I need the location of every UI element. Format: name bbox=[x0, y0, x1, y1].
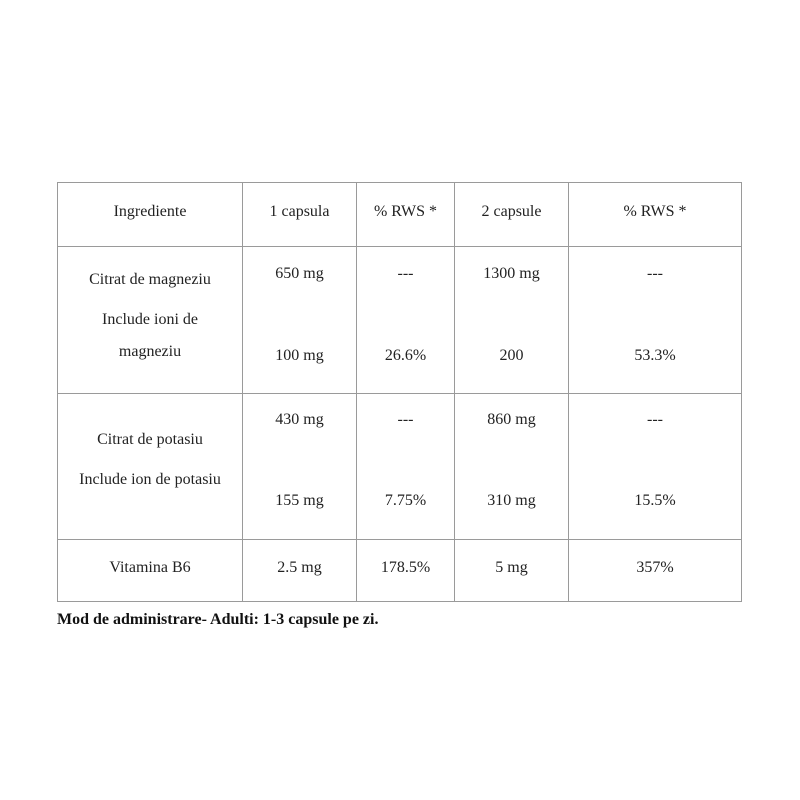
cell-magnesium-caps2 bbox=[455, 247, 569, 394]
header-rws-1: % RWS * bbox=[373, 203, 438, 220]
value-rws2: --- bbox=[647, 411, 663, 428]
cell-magnesium-caps1 bbox=[243, 247, 357, 394]
header-cell-2-capsules bbox=[455, 183, 569, 247]
cell-magnesium-rws1 bbox=[357, 247, 455, 394]
cell-b6-caps1 bbox=[243, 540, 357, 602]
header-2-capsules: 2 capsule bbox=[481, 203, 542, 220]
value-sub-rws1: 26.6% bbox=[384, 347, 427, 364]
ingredient-name: Citrat de potasiu bbox=[97, 431, 203, 448]
value-caps1: 430 mg bbox=[275, 411, 324, 428]
table-row-magnesium bbox=[58, 247, 742, 394]
cell-b6-name bbox=[58, 540, 243, 602]
cell-potassium-rws1 bbox=[357, 394, 455, 540]
value-rws2: 357% bbox=[636, 559, 674, 576]
header-ingredient: Ingrediente bbox=[113, 203, 187, 220]
cell-b6-caps2 bbox=[455, 540, 569, 602]
value-caps2: 5 mg bbox=[495, 559, 528, 576]
header-1-capsule: 1 capsula bbox=[269, 203, 330, 220]
ingredient-subname: Include ion de potasiu bbox=[79, 471, 221, 488]
administration-note: Mod de administrare- Adulti: 1-3 capsule pe zi. bbox=[57, 611, 379, 628]
cell-potassium-caps1 bbox=[243, 394, 357, 540]
value-rws1: 178.5% bbox=[380, 559, 431, 576]
value-rws2: --- bbox=[647, 265, 663, 282]
cell-magnesium-name bbox=[58, 247, 243, 394]
header-cell-rws-1 bbox=[357, 183, 455, 247]
value-rws1: --- bbox=[397, 411, 414, 428]
value-rws1: --- bbox=[397, 265, 414, 282]
value-caps1: 2.5 mg bbox=[277, 559, 322, 576]
table-row-vitamin-b6 bbox=[58, 540, 742, 602]
header-cell-rws-2 bbox=[569, 183, 742, 247]
value-sub-caps2: 310 mg bbox=[487, 492, 536, 509]
header-rws-2: % RWS * bbox=[623, 203, 687, 220]
value-sub-caps1: 155 mg bbox=[275, 492, 324, 509]
table-row-potassium bbox=[58, 394, 742, 540]
value-caps2: 860 mg bbox=[487, 411, 536, 428]
cell-magnesium-rws2 bbox=[569, 247, 742, 394]
header-cell-1-capsule bbox=[243, 183, 357, 247]
cell-b6-rws2 bbox=[569, 540, 742, 602]
value-sub-rws2: 53.3% bbox=[634, 347, 676, 364]
cell-potassium-rws2 bbox=[569, 394, 742, 540]
supplement-facts-table bbox=[57, 182, 742, 602]
cell-b6-rws1 bbox=[357, 540, 455, 602]
cell-potassium-caps2 bbox=[455, 394, 569, 540]
cell-potassium-name bbox=[58, 394, 243, 540]
ingredient-subname: Include ioni de bbox=[102, 311, 198, 328]
value-caps1: 650 mg bbox=[275, 265, 324, 282]
header-cell-ingredient bbox=[58, 183, 243, 247]
ingredient-name: Citrat de magneziu bbox=[89, 271, 211, 288]
table-header-row bbox=[58, 183, 742, 247]
value-caps2: 1300 mg bbox=[483, 265, 540, 282]
ingredient-name: Vitamina B6 bbox=[109, 559, 191, 576]
value-sub-rws1: 7.75% bbox=[384, 492, 427, 509]
value-sub-caps2: 200 bbox=[499, 347, 524, 364]
ingredient-subname-cont: magneziu bbox=[118, 343, 182, 360]
value-sub-caps1: 100 mg bbox=[275, 347, 324, 364]
value-sub-rws2: 15.5% bbox=[634, 492, 676, 509]
